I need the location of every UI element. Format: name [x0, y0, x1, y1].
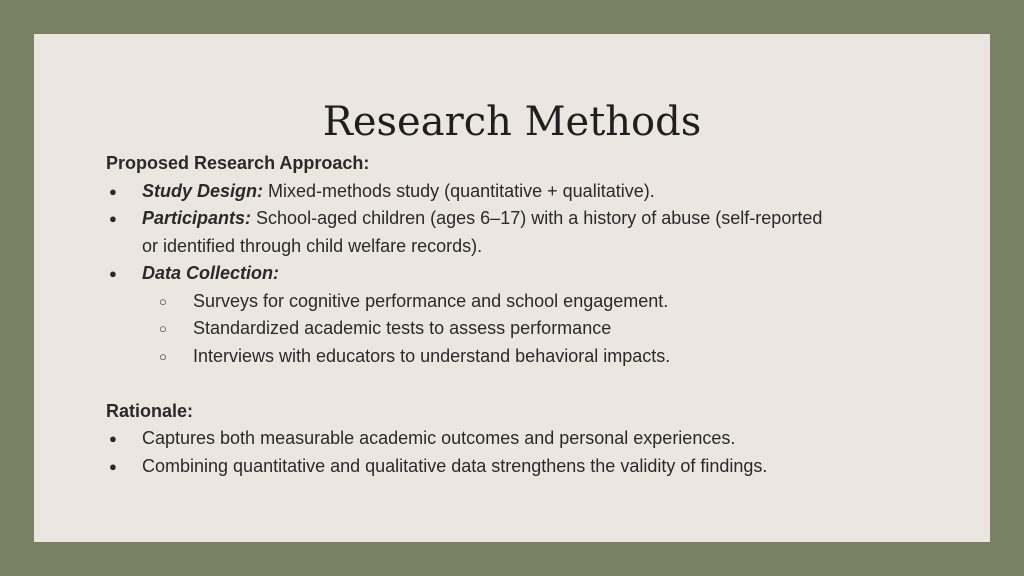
bullet-glyph: ● [109, 458, 117, 474]
sub-bullet-text: Interviews with educators to understand behavioral impacts. [193, 345, 671, 366]
bullet-glyph: ● [109, 183, 117, 199]
bullet-glyph: ● [109, 266, 117, 281]
section-heading-rationale: Rationale: [106, 400, 194, 421]
sub-bullet-tests [106, 315, 966, 343]
bullet-label: Study Design: [142, 180, 264, 201]
bullet-rationale-2 [106, 453, 966, 481]
sub-bullet-glyph: ○ [159, 348, 167, 364]
bullet-study-design [106, 178, 966, 206]
sub-bullet-glyph: ○ [159, 293, 167, 309]
bullet-text: Combining quantitative and qualitative data strengthens the validity of findings. [142, 455, 768, 476]
bullet-participants-continuation [106, 233, 966, 261]
bullet-text: Captures both measurable academic outcomes and personal experiences. [142, 428, 736, 448]
bullet-participants [106, 205, 966, 233]
sub-bullet-text: Standardized academic tests to assess performance [193, 318, 612, 338]
sub-bullet-text: Surveys for cognitive performance and school engagement. [193, 290, 669, 311]
sub-bullet-surveys [106, 288, 966, 316]
bullet-glyph: ● [109, 211, 117, 226]
bullet-data-collection [106, 260, 966, 288]
sub-bullet-glyph: ○ [159, 321, 167, 336]
bullet-rationale-1 [106, 425, 966, 453]
bullet-glyph: ● [109, 431, 117, 446]
sub-bullet-interviews [106, 343, 966, 371]
bullet-text: Mixed-methods study (quantitative + qualitative). [263, 180, 655, 201]
slide-title: Research Methods [322, 99, 702, 145]
section-heading-approach: Proposed Research Approach: [106, 153, 370, 173]
bullet-text: or identified through child welfare records). [142, 235, 483, 256]
section-spacer [106, 370, 966, 398]
bullet-label: Participants: [142, 208, 252, 228]
slide-content [106, 150, 966, 480]
bullet-label: Data Collection: [142, 263, 280, 283]
bullet-text: School-aged children (ages 6–17) with a history of abuse (self-reported [251, 208, 823, 228]
